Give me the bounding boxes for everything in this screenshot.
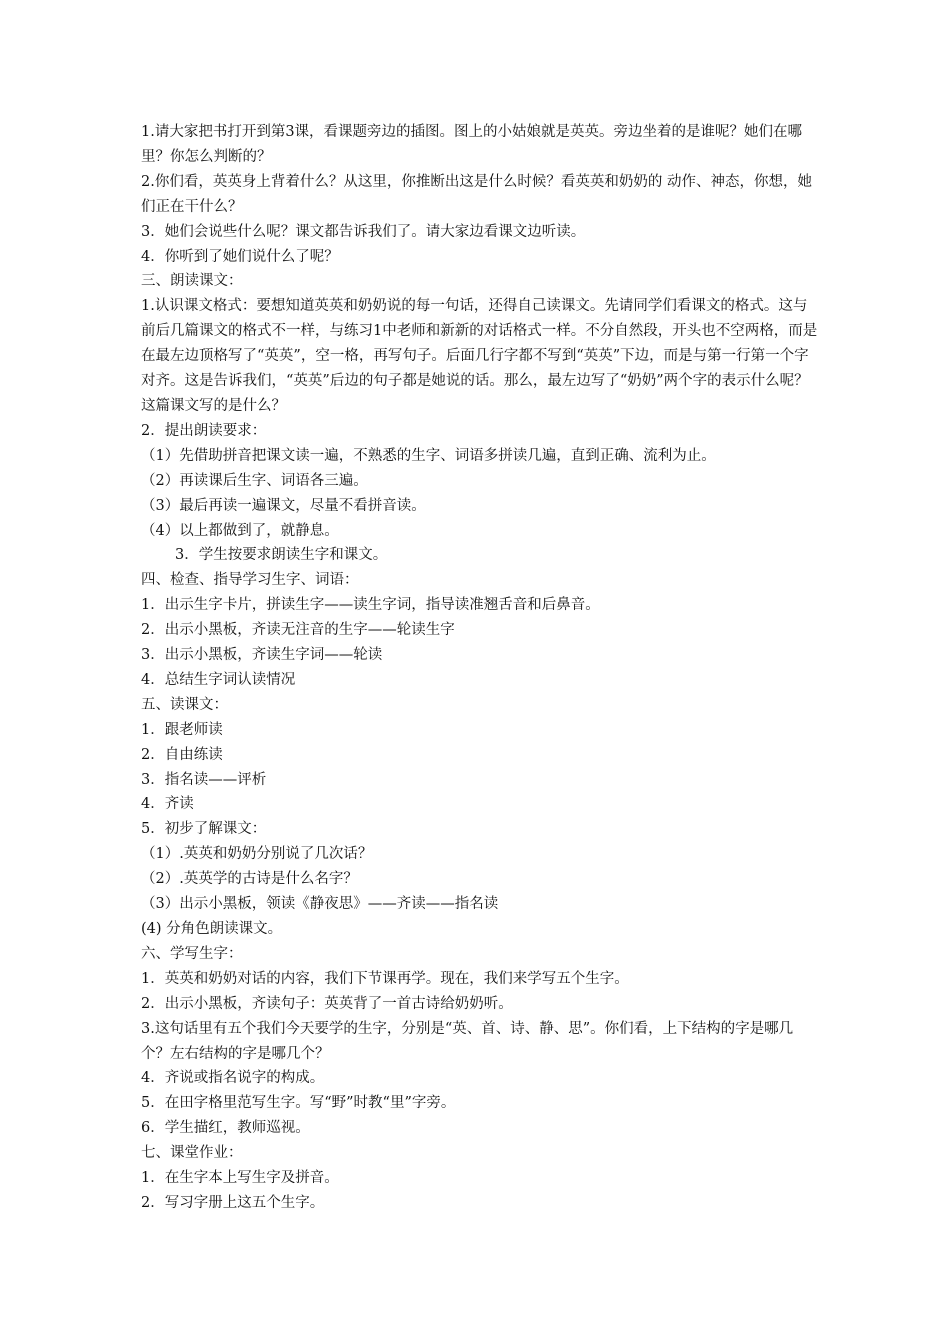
list-item: 3.这句话里有五个我们今天要学的生字，分别是“英、首、诗、静、思”。你们看，上下结构的字是哪几个？左右结构的字是哪几个？: [141, 1020, 794, 1062]
list-item: 4．总结生字词认读情况: [141, 671, 296, 688]
list-item: （1）先借助拼音把课文读一遍，不熟悉的生字、词语多拼读几遍，直到正确、流利为止。: [141, 447, 716, 464]
list-item: 3．指名读——评析: [141, 771, 267, 788]
list-item: 1．出示生字卡片，拼读生字——读生字词，指导读准翘舌音和后鼻音。: [141, 597, 600, 614]
list-item: 5．初步了解课文：: [141, 821, 267, 838]
section-heading: 七、课堂作业：: [141, 1145, 243, 1162]
list-item: 1．跟老师读: [141, 721, 223, 738]
section-heading: 三、朗读课文：: [141, 273, 243, 290]
list-item: 4．齐读: [141, 796, 194, 813]
document-body: [141, 120, 821, 1216]
list-item: 3．出示小黑板，齐读生字词——轮读: [141, 647, 383, 664]
list-item: 1．英英和奶奶对话的内容，我们下节课再学。现在，我们来学写五个生字。: [141, 970, 629, 987]
paragraph: 1.请大家把书打开到第3课，看课题旁边的插图。图上的小姑娘就是英英。旁边坐着的是谁呢？她们在哪里？你怎么判断的？: [141, 124, 803, 165]
paragraph: 2．提出朗读要求：: [141, 422, 267, 439]
section-heading: 五、读课文：: [141, 696, 228, 713]
list-item: （4）以上都做到了，就静息。: [141, 522, 339, 539]
paragraph: 2.你们看，英英身上背着什么？从这里，你推断出这是什么时候？看英英和奶奶的 动作、神态，你想，她们正在干什么？: [141, 173, 812, 215]
list-item: （1）.英英和奶奶分别说了几次话？: [141, 846, 373, 863]
list-item: （3）最后再读一遍课文，尽量不看拼音读。: [141, 497, 426, 514]
paragraph: 3．她们会说些什么呢？课文都告诉我们了。请大家边看课文边听读。: [141, 223, 586, 240]
paragraph: 4．你听到了她们说什么了呢？: [141, 248, 339, 265]
list-item: 5．在田字格里范写生字。写“野”时教“里”字旁。: [141, 1095, 456, 1112]
list-item: 2．出示小黑板，齐读句子：英英背了一首古诗给奶奶听。: [141, 995, 513, 1012]
section-heading: 六、学写生字：: [141, 945, 243, 962]
list-item: (4) 分角色朗读课文。: [141, 921, 283, 937]
list-item: （3）出示小黑板，领读《静夜思》——齐读——指名读: [141, 896, 499, 913]
list-item: 4．齐说或指名说字的构成。: [141, 1070, 325, 1087]
list-item: 1．在生字本上写生字及拼音。: [141, 1170, 339, 1187]
paragraph: 1.认识课文格式：要想知道英英和奶奶说的每一句话，还得自己读课文。先请同学们看课文的格式。这与前后几篇课文的格式不一样，与练习1中老师和新新的对话格式一样。不分自然段，开头也不空两格，而是在最左边顶格写了“英英”，空一格，再写句子。后面几行字都不写到“英英”下边，而是与第一行第一个字对齐。这是告诉我们，“英英”后边的句子都是她说的话。那么，最左边写了“奶奶”两个字的表示什么呢？这篇课文写的是什么？: [141, 298, 818, 414]
section-heading: 四、检查、指导学习生字、词语：: [141, 572, 359, 589]
list-item: （2）.英英学的古诗是什么名字？: [141, 871, 358, 888]
list-item: 2．写习字册上这五个生字。: [141, 1194, 325, 1211]
list-item: 2．自由练读: [141, 746, 223, 763]
list-item: （2）再读课后生字、词语各三遍。: [141, 472, 368, 489]
paragraph: 3．学生按要求朗读生字和课文。: [175, 547, 388, 564]
list-item: 2．出示小黑板，齐读无注音的生字——轮读生字: [141, 622, 455, 639]
list-item: 6．学生描红，教师巡视。: [141, 1120, 310, 1137]
